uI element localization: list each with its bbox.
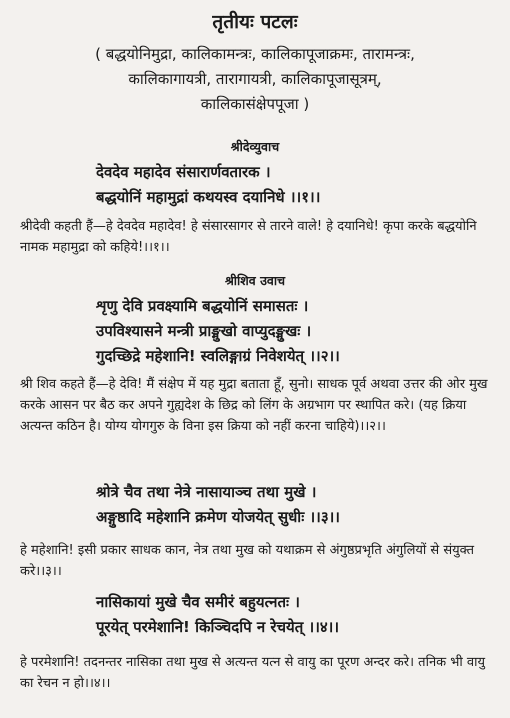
chapter-contents	[20, 42, 490, 117]
speaker-heading: श्रीशिव उवाच	[224, 273, 286, 288]
verse-4	[0, 590, 510, 640]
verse-line: देवदेव महादेव संसारार्णवतारक ।	[96, 163, 271, 181]
verse-line: श्रोत्रे चैव तथा नेत्रे नासायाञ्च तथा मुखे ।	[96, 483, 317, 501]
verse-line: बद्धयोनिं महामुद्रां कथयस्व दयानिधे ।।१।।	[96, 188, 321, 206]
contents-line: कालिकागायत्री, तारागायत्री, कालिकापूजासूत्रम्,	[128, 70, 382, 88]
translation-1: श्रीदेवी कहती हैं—हे देवदेव महादेव! हे संसारसागर से तारने वाले! हे दयानिधे! कृपा करके बद्धयोनि नामक महामुद्रा को कहिये!।।१।।	[20, 219, 477, 255]
verse-2	[0, 294, 510, 369]
verse-line: शृणु देवि प्रवक्ष्यामि बद्धयोनिं समासतः ।	[96, 297, 309, 315]
contents-line: कालिकासंक्षेपपूजा )	[200, 95, 310, 113]
translation-4: हे परमेशानि! तदनन्तर नासिका तथा मुख से अत्यन्त यत्न से वायु का पूरण अन्दर करे। तनिक भी वायु का रेचन न हो।।४।।	[20, 655, 486, 691]
chapter-title: तृतीयः पटलः	[212, 11, 298, 33]
translation-3: हे महेशानि! इसी प्रकार साधक कान, नेत्र तथा मुख को यथाक्रम से अंगुष्ठप्रभृति अंगुलियों से संयुक्त करे।।३।।	[20, 543, 475, 579]
verse-line: अङ्गुष्ठादि महेशानि क्रमेण योजयेत् सुधीः ।।३।।	[96, 508, 340, 526]
verse-line: पूरयेत् परमेशानि! किञ्चिदपि न रेचयेत् ।।४।।	[96, 618, 340, 636]
verse-3	[0, 480, 510, 530]
verse-1	[0, 160, 510, 210]
contents-line: ( बद्धयोनिमुद्रा, कालिकामन्त्रः, कालिकापूजाक्रमः, तारामन्त्रः,	[95, 45, 415, 63]
verse-line: उपविश्यासने मन्त्री प्राङ्मुखो वाप्युदङ्मुखः ।	[96, 322, 312, 340]
verse-line: नासिकायां मुखे चैव समीरं बहुयत्नतः ।	[96, 593, 300, 611]
verse-line: गुदच्छिद्रे महेशानि! स्वलिङ्गाग्रं निवेशयेत् ।।२।।	[96, 347, 340, 365]
translation-2: श्री शिव कहते हैं—हे देवि! मैं संक्षेप में यह मुद्रा बताता हूँ, सुनो। साधक पूर्व अथवा उत्तर की ओर मुख करके आसन पर बैठ कर अपने गुह्यदेश के छिद्र को लिंग के अग्रभाग पर स्थापित करे। (यह क्रिया अत्यन्त कठिन है। योग्य योगगुरु के विना इस क्रिया को नहीं करना चाहिये)।।२।।	[20, 377, 488, 434]
speaker-heading: श्रीदेव्युवाच	[230, 139, 280, 154]
